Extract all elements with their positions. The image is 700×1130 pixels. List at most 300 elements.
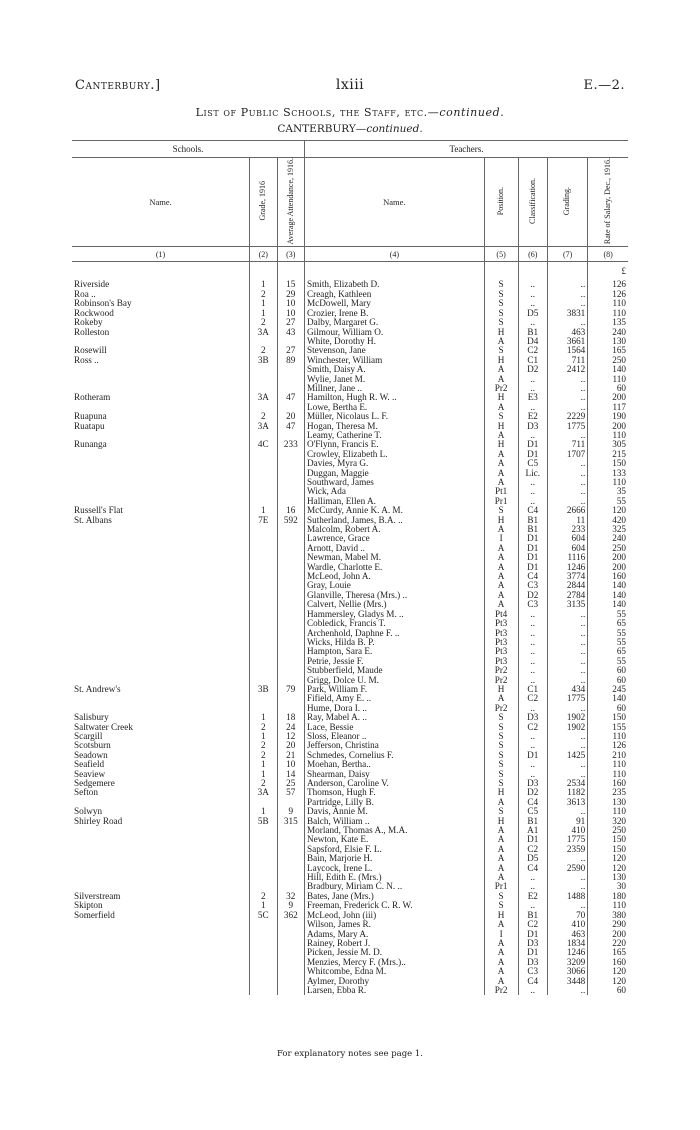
cell-grading: 3661 (548, 337, 588, 346)
cell-position: A (484, 450, 518, 459)
cell-grade (250, 591, 277, 600)
cell-grade (250, 469, 277, 478)
cell-teacher-name: Gilmour, William O. (305, 328, 485, 337)
cell-grade: 3B (250, 685, 277, 694)
table-row (72, 581, 628, 590)
table-row (72, 309, 628, 318)
cell-grading: .. (548, 459, 588, 468)
cell-salary: 140 (588, 581, 628, 590)
cell-grade (250, 450, 277, 459)
cell-grading: 1775 (548, 835, 588, 844)
cell-grading: 1182 (548, 788, 588, 797)
page-number: lxiii (335, 77, 365, 93)
cell-attendance (277, 930, 304, 939)
cell-attendance (277, 600, 304, 609)
cell-attendance: 9 (277, 901, 304, 910)
cell-classification: .. (518, 732, 548, 741)
cell-classification: D3 (518, 422, 548, 431)
cell-grading: 1246 (548, 563, 588, 572)
cell-teacher-name: Hamilton, Hugh R. W. .. (305, 393, 485, 402)
cell-teacher-name: Stubberfield, Maude (305, 666, 485, 675)
cell-grade (250, 864, 277, 873)
cell-attendance (277, 572, 304, 581)
table-row (72, 497, 628, 506)
cell-attendance (277, 873, 304, 882)
cell-grade (250, 638, 277, 647)
table-row (72, 544, 628, 553)
cell-position: H (484, 911, 518, 920)
cell-school-name: Rotheram (74, 393, 111, 403)
cell-school-name (72, 610, 250, 619)
cell-salary: 65 (588, 619, 628, 628)
cell-position: S (484, 309, 518, 318)
cell-school-name (72, 948, 250, 957)
cell-classification: .. (518, 403, 548, 412)
cell-classification: .. (518, 619, 548, 628)
cell-grade: 4C (250, 440, 277, 449)
cell-position: Pt4 (484, 610, 518, 619)
cell-classification: .. (518, 431, 548, 440)
cell-salary: 130 (588, 337, 628, 346)
cell-grading: 233 (548, 525, 588, 534)
cell-classification: .. (518, 629, 548, 638)
cell-teacher-name: Lawrence, Grace (305, 534, 485, 543)
cell-teacher-name: Davies, Myra G. (305, 459, 485, 468)
cell-salary: 250 (588, 544, 628, 553)
cell-grading: .. (548, 807, 588, 816)
cell-attendance (277, 845, 304, 854)
cell-salary: 250 (588, 356, 628, 365)
cell-teacher-name: Fifield, Amy E. .. (305, 694, 485, 703)
cell-attendance (277, 647, 304, 656)
cell-classification: .. (518, 497, 548, 506)
cell-salary: 30 (588, 882, 628, 891)
cell-school-name (72, 553, 250, 562)
cell-grade (250, 534, 277, 543)
cell-grading: .. (548, 704, 588, 713)
cell-attendance: 9 (277, 807, 304, 816)
cell-salary: 325 (588, 525, 628, 534)
cell-school-name (72, 469, 250, 478)
cell-grading: .. (548, 280, 588, 289)
cell-grade: 1 (250, 309, 277, 318)
cell-grading: .. (548, 638, 588, 647)
cell-classification: B1 (518, 525, 548, 534)
cell-salary: 150 (588, 459, 628, 468)
cell-school-name (72, 581, 250, 590)
table-row (72, 892, 628, 901)
cell-grade: 2 (250, 318, 277, 327)
cell-school-name (72, 986, 250, 995)
cell-attendance (277, 704, 304, 713)
table-row (72, 619, 628, 628)
cell-salary: 320 (588, 817, 628, 826)
cell-attendance (277, 638, 304, 647)
cell-salary: 165 (588, 948, 628, 957)
cell-teacher-name: Hume, Dora I. .. (305, 704, 485, 713)
cell-school-name (72, 967, 250, 976)
cell-teacher-name: Balch, William .. (305, 817, 485, 826)
cell-classification: Lic. (518, 469, 548, 478)
cell-position: A (484, 525, 518, 534)
cell-position: A (484, 431, 518, 440)
cell-position: Pt3 (484, 619, 518, 628)
cell-teacher-name: Wardle, Charlotte E. (305, 563, 485, 572)
cell-attendance: 362 (277, 911, 304, 920)
cell-grading: .. (548, 629, 588, 638)
cell-classification: .. (518, 487, 548, 496)
cell-teacher-name: Southward, James (305, 478, 485, 487)
cell-grade (250, 478, 277, 487)
cell-attendance (277, 967, 304, 976)
cell-position: A (484, 798, 518, 807)
cell-teacher-name: Davis, Annie M. (305, 807, 485, 816)
col-num: (8) (588, 247, 628, 262)
cell-grading: 1902 (548, 713, 588, 722)
running-header-left: Canterbury.] (75, 78, 161, 93)
cell-position: A (484, 977, 518, 986)
cell-teacher-name: Schmedes, Cornelius F. (305, 751, 485, 760)
cell-classification: D3 (518, 939, 548, 948)
cell-grading: .. (548, 732, 588, 741)
cell-position: A (484, 967, 518, 976)
cell-classification: C4 (518, 977, 548, 986)
cell-grade: 1 (250, 807, 277, 816)
cell-salary: 200 (588, 563, 628, 572)
cell-teacher-name: Picken, Jessie M. D. (305, 948, 485, 957)
cell-grade (250, 375, 277, 384)
cell-position: A (484, 864, 518, 873)
cell-salary: 65 (588, 647, 628, 656)
cell-salary: 110 (588, 760, 628, 769)
cell-position: A (484, 572, 518, 581)
cell-classification: D2 (518, 591, 548, 600)
cell-teacher-name: Smith, Daisy A. (305, 365, 485, 374)
cell-classification: .. (518, 770, 548, 779)
cell-school-name (72, 365, 250, 374)
cell-position: Pr2 (484, 676, 518, 685)
cell-grade: 3A (250, 422, 277, 431)
cell-position: S (484, 770, 518, 779)
cell-teacher-name: Wicks, Hilda B. P. (305, 638, 485, 647)
cell-position: S (484, 506, 518, 515)
cell-salary: 140 (588, 694, 628, 703)
cell-teacher-name: Sapsford, Elsie F. L. (305, 845, 485, 854)
cell-classification: .. (518, 478, 548, 487)
cell-grading: 410 (548, 826, 588, 835)
cell-attendance (277, 694, 304, 703)
cell-grade (250, 647, 277, 656)
cell-teacher-name: Wilson, James R. (305, 920, 485, 929)
cell-grade (250, 619, 277, 628)
cell-grading: .. (548, 854, 588, 863)
cell-position: Pr2 (484, 986, 518, 995)
cell-classification: D5 (518, 309, 548, 318)
cell-position: S (484, 732, 518, 741)
cell-position: S (484, 807, 518, 816)
cell-school-name: Sefton (74, 788, 98, 798)
cell-teacher-name: Duggan, Maggie (305, 469, 485, 478)
cell-position: S (484, 299, 518, 308)
cell-position: A (484, 459, 518, 468)
cell-grade: 5C (250, 911, 277, 920)
cell-grading: 3448 (548, 977, 588, 986)
cell-grading: 3066 (548, 967, 588, 976)
cell-salary: 160 (588, 779, 628, 788)
table-row (72, 901, 628, 910)
cell-teacher-name: Shearman, Daisy (305, 770, 485, 779)
table-row (72, 939, 628, 948)
cell-teacher-name: Smith, Elizabeth D. (305, 280, 485, 289)
table-row (72, 478, 628, 487)
cell-position: S (484, 346, 518, 355)
table-row (72, 337, 628, 346)
table-row (72, 469, 628, 478)
cell-salary: 110 (588, 770, 628, 779)
cell-position: A (484, 544, 518, 553)
cell-attendance (277, 864, 304, 873)
cell-grading: 3135 (548, 600, 588, 609)
cell-classification: D1 (518, 930, 548, 939)
cell-salary: 180 (588, 892, 628, 901)
cell-grading: .. (548, 760, 588, 769)
cell-grading: 3831 (548, 309, 588, 318)
table-row (72, 534, 628, 543)
cell-position: H (484, 788, 518, 797)
cell-school-name: Solwyn (74, 807, 103, 817)
cell-salary: 150 (588, 713, 628, 722)
cell-grade: 3A (250, 328, 277, 337)
cell-teacher-name: Thomson, Hugh F. (305, 788, 485, 797)
cell-position: A (484, 873, 518, 882)
cell-salary: 55 (588, 657, 628, 666)
cell-attendance (277, 986, 304, 995)
page-title-italic: continued. (439, 106, 505, 119)
cell-grading: 1246 (548, 948, 588, 957)
cell-classification: D3 (518, 713, 548, 722)
cell-grade (250, 572, 277, 581)
cell-grading: 604 (548, 544, 588, 553)
cell-classification: C3 (518, 967, 548, 976)
cell-classification: D1 (518, 563, 548, 572)
cell-position: I (484, 930, 518, 939)
cell-grade: 1 (250, 770, 277, 779)
cell-teacher-name: Petrie, Jessie F. (305, 657, 485, 666)
cell-position: A (484, 337, 518, 346)
cell-teacher-name: Leamy, Catherine T. (305, 431, 485, 440)
cell-grading: .. (548, 487, 588, 496)
cell-position: A (484, 958, 518, 967)
cell-attendance (277, 977, 304, 986)
cell-classification: D3 (518, 958, 548, 967)
cell-attendance: 57 (277, 788, 304, 797)
cell-grade: 5B (250, 817, 277, 826)
cell-salary: 420 (588, 516, 628, 525)
cell-grading: .. (548, 384, 588, 393)
cell-salary: 140 (588, 600, 628, 609)
cell-classification: .. (518, 290, 548, 299)
cell-school-name (72, 619, 250, 628)
cell-classification: C2 (518, 723, 548, 732)
table-row (72, 864, 628, 873)
cell-position: Pr2 (484, 704, 518, 713)
cell-position: S (484, 713, 518, 722)
cell-school-name: Ruapuna (74, 412, 107, 422)
cell-teacher-name: Halliman, Ellen A. (305, 497, 485, 506)
cell-teacher-name: O'Flynn, Francis E. (305, 440, 485, 449)
cell-attendance (277, 384, 304, 393)
cell-salary: 220 (588, 939, 628, 948)
cell-salary: 120 (588, 967, 628, 976)
col-header-classification: Classification. (518, 158, 548, 247)
teachers-group-header: Teachers. (305, 141, 628, 158)
cell-classification: D1 (518, 450, 548, 459)
cell-school-name (72, 638, 250, 647)
cell-classification: .. (518, 280, 548, 289)
cell-grade (250, 939, 277, 948)
cell-teacher-name: White, Dorothy H. (305, 337, 485, 346)
table-row (72, 694, 628, 703)
cell-position: S (484, 741, 518, 750)
cell-grading: 11 (548, 516, 588, 525)
cell-grading: .. (548, 469, 588, 478)
cell-classification: .. (518, 657, 548, 666)
cell-attendance: 592 (277, 516, 304, 525)
table-row (72, 318, 628, 327)
cell-position: A (484, 469, 518, 478)
cell-classification: D3 (518, 779, 548, 788)
cell-grade (250, 666, 277, 675)
cell-school-name (72, 873, 250, 882)
table-row (72, 713, 628, 722)
cell-teacher-name: McLeod, John A. (305, 572, 485, 581)
cell-attendance (277, 375, 304, 384)
cell-grading: .. (548, 619, 588, 628)
cell-attendance (277, 581, 304, 590)
cell-teacher-name: McLeod, John (iii) (305, 911, 485, 920)
cell-school-name (72, 375, 250, 384)
cell-position: A (484, 920, 518, 929)
cell-position: Pt1 (484, 487, 518, 496)
cell-grading: .. (548, 666, 588, 675)
cell-classification: .. (518, 873, 548, 882)
cell-grading: .. (548, 741, 588, 750)
cell-grading: .. (548, 647, 588, 656)
cell-position: A (484, 375, 518, 384)
cell-salary: 380 (588, 911, 628, 920)
cell-salary: 245 (588, 685, 628, 694)
cell-attendance: 10 (277, 299, 304, 308)
cell-grading: .. (548, 478, 588, 487)
col-num: (7) (548, 247, 588, 262)
col-header-position: Position. (484, 158, 518, 247)
cell-salary: 150 (588, 835, 628, 844)
cell-teacher-name: Calvert, Nellie (Mrs.) (305, 600, 485, 609)
cell-grade (250, 563, 277, 572)
currency-row (72, 262, 628, 281)
cell-position: A (484, 854, 518, 863)
cell-position: S (484, 779, 518, 788)
cell-school-name: Scargill (74, 731, 103, 741)
cell-school-name: Salisbury (74, 713, 109, 723)
table-row (72, 506, 628, 515)
cell-attendance (277, 798, 304, 807)
cell-classification: D5 (518, 854, 548, 863)
cell-grading: .. (548, 986, 588, 995)
cell-teacher-name: Glanville, Theresa (Mrs.) .. (305, 591, 485, 600)
table-row (72, 930, 628, 939)
cell-classification: C4 (518, 798, 548, 807)
cell-teacher-name: Newton, Kate E. (305, 835, 485, 844)
cell-grade: 1 (250, 506, 277, 515)
cell-grade (250, 431, 277, 440)
cell-grade: 3B (250, 356, 277, 365)
cell-salary: 305 (588, 440, 628, 449)
cell-grade: 7E (250, 516, 277, 525)
cell-attendance (277, 958, 304, 967)
cell-classification: B1 (518, 911, 548, 920)
cell-salary: 120 (588, 977, 628, 986)
table-row (72, 977, 628, 986)
cell-school-name: Russell's Flat (74, 506, 123, 516)
cell-school-name (72, 384, 250, 393)
cell-school-name (72, 826, 250, 835)
cell-attendance (277, 629, 304, 638)
cell-school-name (72, 572, 250, 581)
cell-classification: C2 (518, 346, 548, 355)
cell-salary: 130 (588, 798, 628, 807)
cell-salary: 155 (588, 723, 628, 732)
cell-position: H (484, 440, 518, 449)
cell-attendance (277, 920, 304, 929)
cell-grade (250, 384, 277, 393)
cell-teacher-name: Archenhold, Daphne F. .. (305, 629, 485, 638)
cell-grade (250, 835, 277, 844)
cell-teacher-name: Lace, Bessie (305, 723, 485, 732)
table-row (72, 403, 628, 412)
column-header-row (72, 158, 628, 247)
cell-classification: D1 (518, 534, 548, 543)
cell-school-name: Riverside (74, 280, 110, 290)
cell-attendance (277, 469, 304, 478)
table-row (72, 553, 628, 562)
table-row (72, 967, 628, 976)
cell-position: H (484, 422, 518, 431)
cell-salary: 200 (588, 422, 628, 431)
cell-salary: 60 (588, 676, 628, 685)
cell-position: H (484, 516, 518, 525)
cell-teacher-name: Wick, Ada (305, 487, 485, 496)
cell-classification: .. (518, 299, 548, 308)
cell-teacher-name: Whitcombe, Edna M. (305, 967, 485, 976)
cell-salary: 200 (588, 930, 628, 939)
page-subtitle-italic: continued. (366, 123, 423, 135)
cell-grading: 604 (548, 534, 588, 543)
cell-classification: D1 (518, 835, 548, 844)
cell-salary: 150 (588, 845, 628, 854)
cell-grading: .. (548, 497, 588, 506)
cell-attendance (277, 666, 304, 675)
running-header-right: E.—2. (583, 78, 625, 93)
cell-attendance (277, 948, 304, 957)
table-row (72, 431, 628, 440)
cell-teacher-name: Moehan, Bertha.. (305, 760, 485, 769)
cell-grade: 2 (250, 723, 277, 732)
cell-teacher-name: Sloss, Eleanor .. (305, 732, 485, 741)
cell-salary: 55 (588, 638, 628, 647)
cell-teacher-name: Stevenson, Jane (305, 346, 485, 355)
cell-grade (250, 676, 277, 685)
